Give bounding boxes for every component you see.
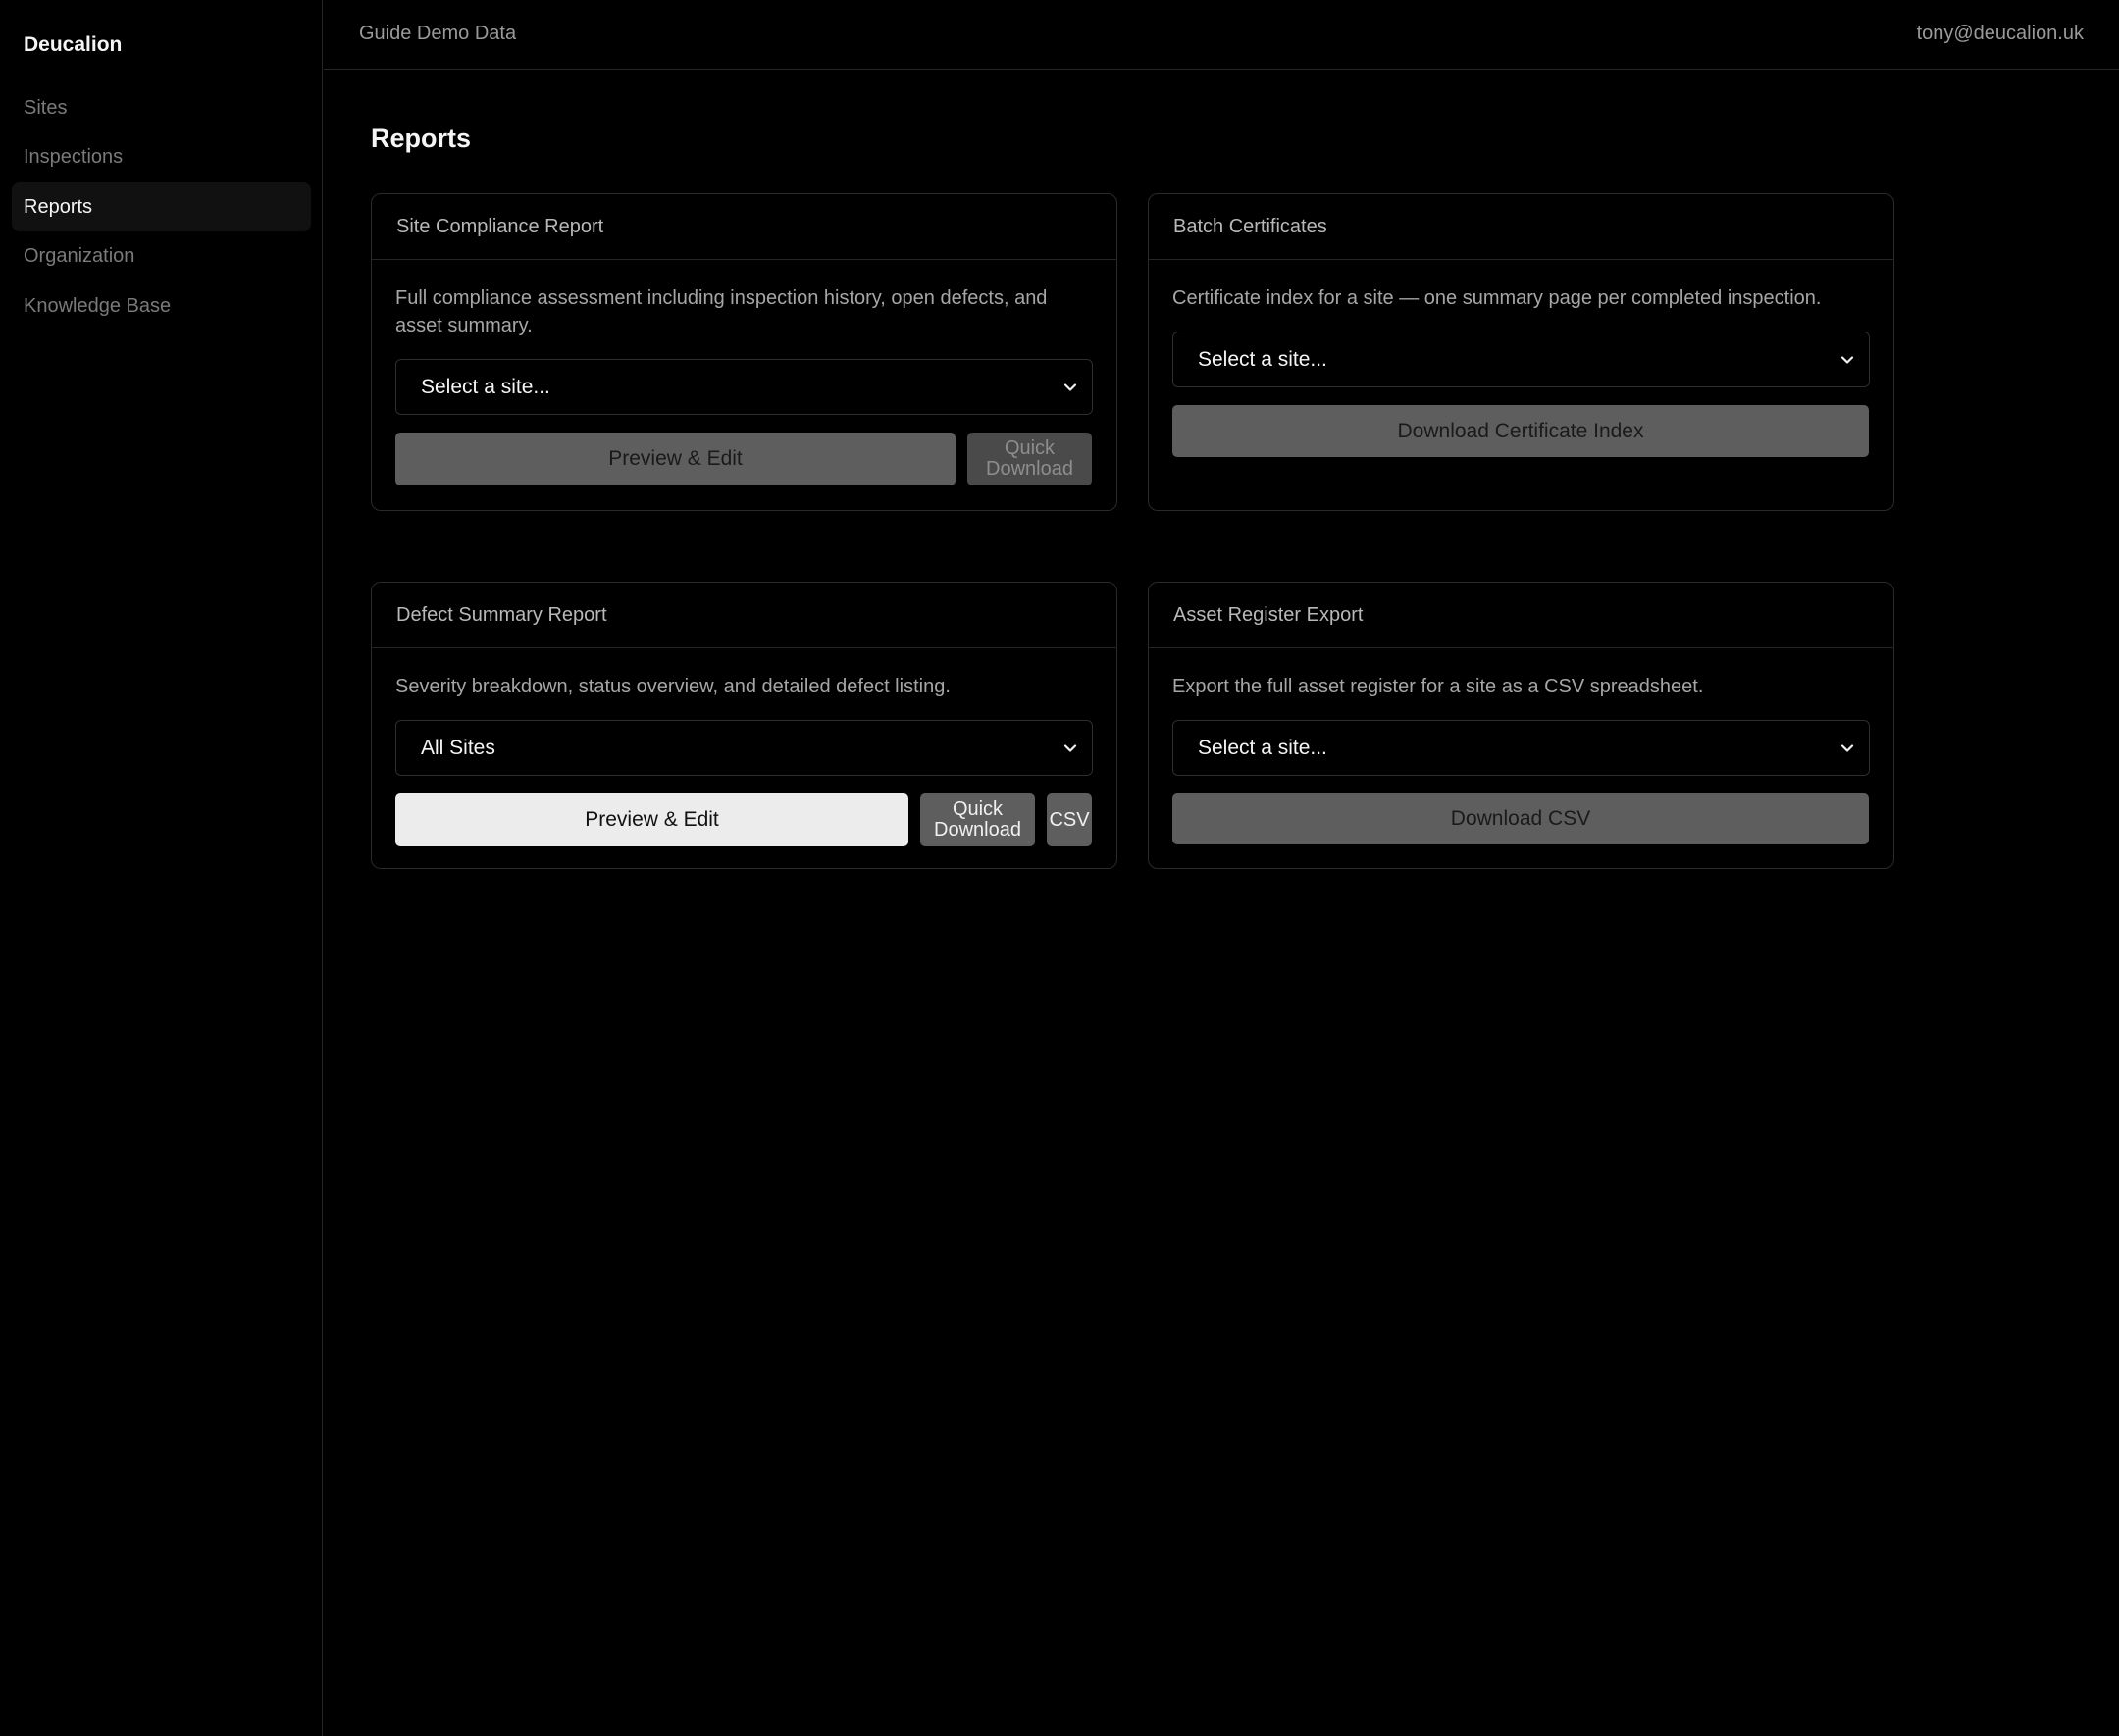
button-row [1172,405,1870,458]
preview-edit-button[interactable]: Preview & Edit [395,433,956,485]
brand-logo-text[interactable]: Deucalion [24,33,123,56]
card-description: Full compliance assessment including inspection history, open defects, and asset summary. [395,287,1048,336]
organization-name[interactable]: Guide Demo Data [359,23,517,44]
sidebar-item-sites[interactable]: Sites [24,96,68,119]
asset-register-export-card [1148,582,1894,869]
button-row [1172,793,1870,846]
card-description: Severity breakdown, status overview, and detailed defect listing. [395,676,951,697]
site-select-value: Select a site... [1198,347,1327,371]
card-description: Export the full asset register for a site as a CSV spreadsheet. [1172,676,1704,697]
sidebar [0,0,323,1736]
batch-certificates-card [1148,193,1894,511]
card-title: Batch Certificates [1149,194,1893,260]
chevron-down-icon [1839,352,1855,368]
site-select-value: Select a site... [1198,736,1327,759]
preview-edit-button[interactable]: Preview & Edit [395,793,908,846]
site-select-value: Select a site... [421,375,550,398]
page-title: Reports [371,124,472,153]
chevron-down-icon [1062,380,1078,395]
site-select[interactable] [395,720,1093,776]
sidebar-nav [12,83,311,332]
site-select[interactable] [1172,332,1870,387]
sidebar-item-inspections[interactable]: Inspections [24,146,124,168]
site-compliance-report-card [371,193,1117,511]
download-csv-button[interactable]: Download CSV [1172,793,1869,844]
chevron-down-icon [1062,740,1078,756]
card-title: Site Compliance Report [372,194,1116,260]
quick-download-button[interactable]: Quick Download [967,433,1092,485]
button-row [395,433,1093,485]
user-email[interactable]: tony@deucalion.uk [1916,23,2084,44]
sidebar-item-organization[interactable]: Organization [24,245,135,267]
card-title: Defect Summary Report [372,583,1116,648]
site-select[interactable] [395,359,1093,415]
top-bar [324,0,2119,70]
sidebar-item-knowledge-base[interactable]: Knowledge Base [24,294,172,317]
sidebar-item-reports[interactable]: Reports [12,182,311,231]
button-row [395,793,1093,846]
card-description: Certificate index for a site — one summary page per completed inspection. [1172,287,1822,309]
site-select-value: All Sites [421,736,495,759]
defect-summary-report-card [371,582,1117,869]
csv-button[interactable]: CSV [1047,793,1092,846]
card-title: Asset Register Export [1149,583,1893,648]
site-select[interactable] [1172,720,1870,776]
chevron-down-icon [1839,740,1855,756]
download-certificate-index-button[interactable]: Download Certificate Index [1172,405,1869,457]
quick-download-button[interactable]: Quick Download [920,793,1035,846]
